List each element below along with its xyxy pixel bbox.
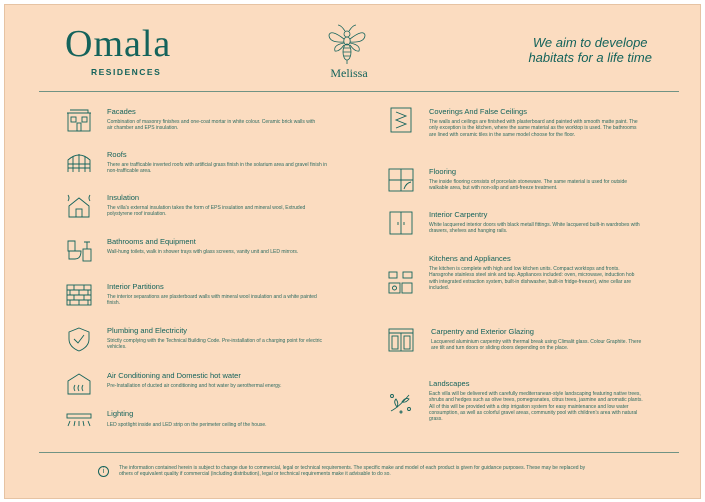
feature-text: LED spotlight inside and LED strip on the perimeter ceiling of the house. (107, 422, 267, 428)
feature-title: Bathrooms and Equipment (107, 237, 196, 246)
project-name: Melissa (330, 66, 368, 80)
feature-text: The interior separations are plasterboard walls with mineral wool insulation and a white painted finish. (107, 294, 317, 307)
feature-text: Pre-Installation of ducted air conditioning and hot water by aerothermal energy. (107, 383, 282, 389)
roof-icon (65, 150, 93, 176)
bee-icon (327, 23, 367, 65)
feature-text: The inside flooring consists of porcelain stoneware. The same material is used for outside walkable area, but with non-slip and anti-freeze treatment. (429, 179, 628, 192)
feature-title: Kitchens and Appliances (429, 254, 511, 263)
feature-text: There are trafficable inverted roofs with artificial grass finish in the solarium area and gravel finish in non-trafficable area. (107, 162, 328, 175)
feature-title: Landscapes (429, 379, 470, 388)
feature-title: Plumbing and Electricity (107, 326, 188, 335)
insulation-house-icon (65, 193, 93, 219)
brand-name: Omala (65, 23, 172, 65)
header (5, 5, 700, 93)
feature-text: Lacquered aluminium carpentry with thermal break using Climalit glass. Colour Graphite. There are tilt and turn doors or sliding doors depending on the place. (431, 339, 642, 352)
tagline-line-1: We aim to develope (532, 35, 648, 50)
feature-title: Air Conditioning and Domestic hot water (107, 371, 241, 380)
divider-top (39, 91, 679, 92)
feature-title: Carpentry and Exterior Glazing (431, 327, 534, 336)
feature-title: Insulation (107, 193, 140, 202)
disclaimer: The information contained herein is subject to change due to commercial, legal or technical requirements. The specific make and model of each product is given for guidance purposes. These may be replaced by others of equivalent quality if commercial (including distribution), legal or technical requirements make it advisable to do so. (119, 465, 586, 478)
feature-title: Coverings And False Ceilings (429, 107, 527, 116)
info-icon: i (98, 466, 109, 477)
plant-icon (387, 389, 415, 415)
feature-text: White lacquered interior doors with black metall fittings. White lacquered built-in wardrobes with drawers, shelves and hanging rails. (429, 222, 640, 235)
tagline (528, 35, 652, 65)
feature-title: Lighting (107, 409, 134, 418)
kitchen-icon (387, 271, 415, 297)
feature-text: Wall-hung toilets, walk in shower trays with glass screens, vanity unit and LED mirrors. (107, 249, 299, 255)
feature-text: Combination of masonry finishes and one-coat mortar in white colour. Ceramic brick walls with air chamber and EPS insulation. (107, 119, 316, 132)
facade-icon (65, 107, 93, 133)
feature-title: Interior Carpentry (429, 210, 488, 219)
brochure-sheet (4, 4, 701, 499)
brick-wall-icon (65, 282, 93, 308)
window-icon (387, 327, 415, 353)
ceiling-panel-icon (387, 107, 415, 133)
feature-title: Interior Partitions (107, 282, 164, 291)
feature-title: Flooring (429, 167, 457, 176)
feature-text: Each villa will be delivered with carefully mediterranean-style landscaping featuring native trees, shrubs and hedges such as olive trees, pomegranates, citrus trees, jasmine and aromatic plants. All of this will be provided with a drip irrigation system for easy maintenance and low water consumption, as well as colorful gravel areas, community pool with children's area with natural grass. (429, 391, 643, 423)
feature-title: Roofs (107, 150, 127, 159)
feature-text: Strictly complying with the Technical Building Code. Pre-installation of a charging point for electric vehicles. (107, 338, 323, 351)
brand-subtitle: RESIDENCES (91, 67, 162, 77)
omala-logo (65, 25, 171, 63)
feature-title: Facades (107, 107, 136, 116)
floor-tiles-icon (387, 167, 415, 193)
shield-check-icon (65, 326, 93, 352)
bathroom-icon (65, 237, 93, 263)
feature-text: The walls and ceilings are finished with plasterboard and painted with smooth matte paint. The only exception is the kitchen, where the same material as the worktop is used. The bathrooms are lined with ceramic tiles in the same model choose for the floor. (429, 119, 638, 138)
led-strip-icon (65, 409, 93, 435)
air-conditioner-icon (65, 371, 93, 397)
tagline-line-2: habitats for a life time (528, 50, 652, 65)
feature-text: The kitchen is complete with high and low kitchen units. Compact worktops and fronts. Hansgrohe stainless steel sink and tap. Appliances included: oven, microwave, induction hob with integrated extraction system, built-in dishwasher, built-in fridge-freezer), wine cellar are included. (429, 266, 635, 291)
divider-bottom (39, 452, 679, 453)
wardrobe-icon (387, 210, 415, 236)
feature-text: The villa's external insulation takes the form of EPS insulation and mineral wool, Extruded polystyrene roof insulation. (107, 205, 306, 218)
